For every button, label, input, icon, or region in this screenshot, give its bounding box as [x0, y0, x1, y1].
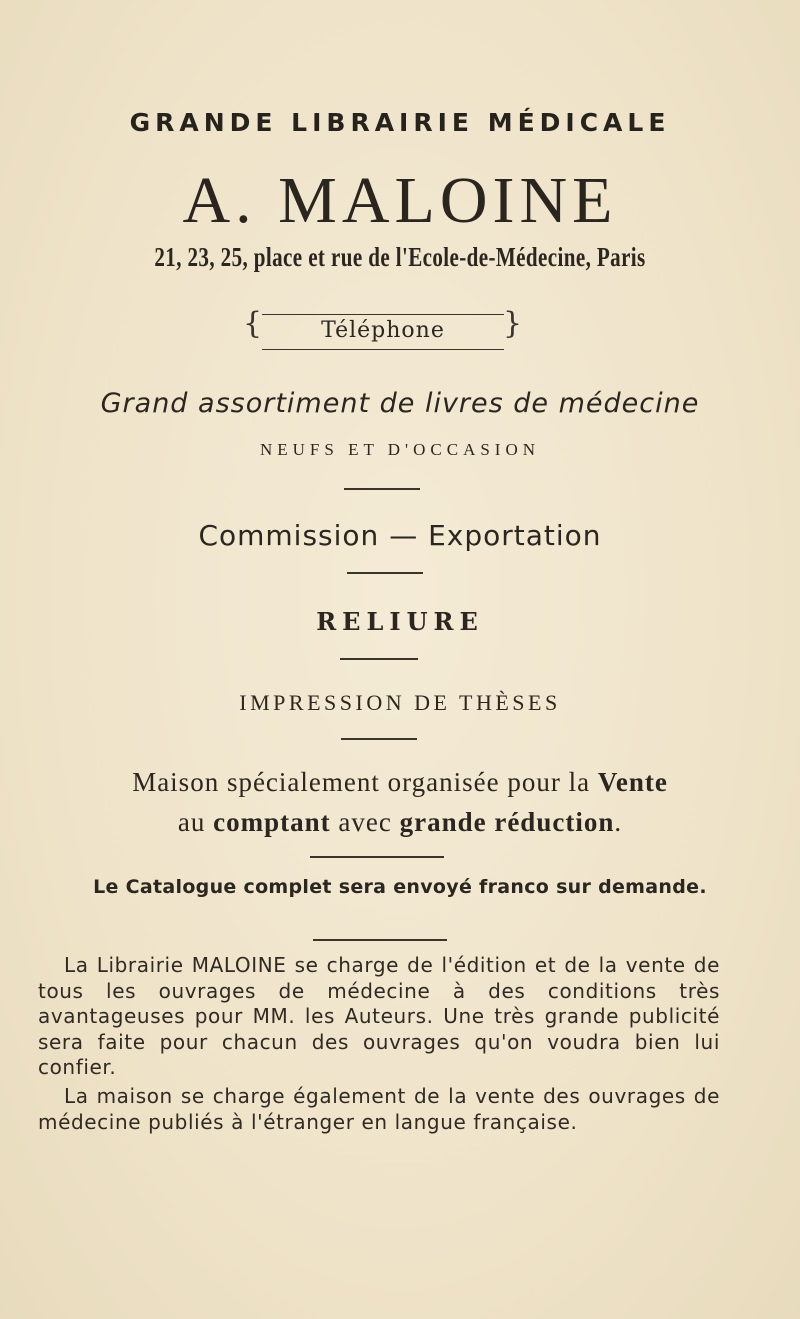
foreign-sales-paragraph: La maison se charge également de la vente des ouvrages de médecine publiés à l'étranger en langue française. [38, 1084, 720, 1134]
binding-text: RELIURE [316, 607, 484, 636]
divider [344, 488, 420, 490]
condition-text: NEUFS ET D'OCCASION [259, 440, 541, 459]
edition-paragraph: La Librairie MALOINE se charge de l'édition et de la vente de tous les ouvrages de médecine à des conditions très avantageuses pour MM. les Auteurs. Une très grande publicité sera faite pour chacun des ouvrages qu'on voudra bien lui confier. [38, 953, 720, 1080]
sale-notice [0, 762, 800, 842]
assortment-text: Grand assortiment de livres de médecine [100, 388, 700, 419]
catalogue-notice: Le Catalogue complet sera envoyé franco sur demande. [93, 876, 707, 898]
publisher-name: A. MALOINE [182, 164, 618, 237]
left-flourish-icon: { [243, 306, 263, 341]
divider [313, 939, 447, 941]
address-line: 21, 23, 25, place et rue de l'Ecole-de-Médecine, Paris [154, 242, 646, 272]
divider [347, 572, 423, 574]
telephone-label: Téléphone [262, 314, 504, 350]
divider [341, 738, 417, 740]
divider [310, 856, 444, 858]
sale-line-1: Maison spécialement organisée pour la Vente [132, 767, 668, 797]
right-flourish-icon: } [503, 306, 523, 341]
sale-line-2: au comptant avec grande réduction. [177, 807, 623, 837]
page-heading: GRANDE LIBRAIRIE MÉDICALE [129, 108, 671, 137]
divider [340, 658, 418, 660]
commission-text: Commission — Exportation [198, 519, 602, 552]
printing-text: IMPRESSION DE THÈSES [239, 690, 561, 715]
